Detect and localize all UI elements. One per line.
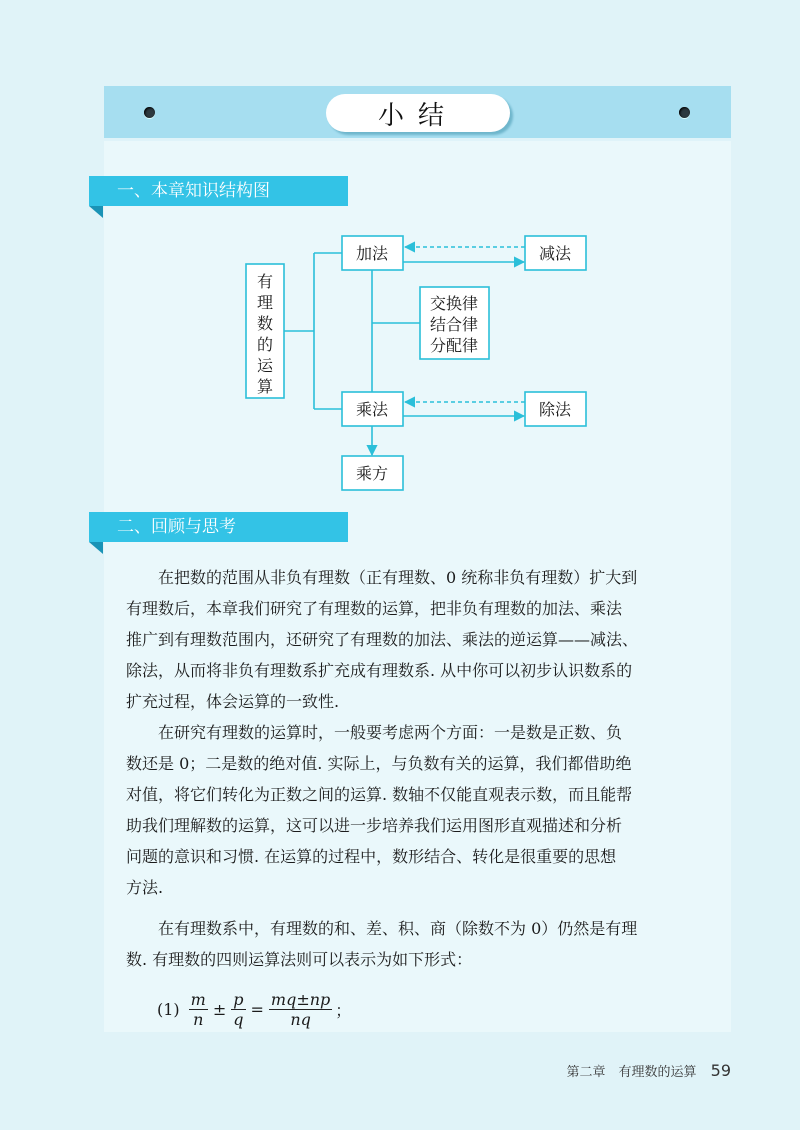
- formula-label: (1): [157, 999, 180, 1019]
- fraction: [269, 990, 332, 1029]
- formula-addition: [157, 986, 351, 1032]
- fraction: [189, 990, 208, 1029]
- label-law: 分配律: [429, 336, 479, 355]
- label-law: 结合律: [429, 315, 479, 334]
- page-number: 59: [710, 1061, 731, 1080]
- label-multiply: 乘法: [355, 400, 389, 419]
- text-line: 推广到有理数范围内，还研究了有理数的加法、乘法的逆运算——减法、: [126, 630, 639, 649]
- root-char: 有: [256, 272, 274, 291]
- text-line: 助我们理解数的运算，这可以进一步培养我们运用图形直观描述和分析: [126, 816, 623, 835]
- formula-end: ；: [335, 1000, 352, 1020]
- label-law: 交换律: [429, 294, 479, 313]
- operator: ±: [212, 999, 227, 1019]
- connector-root: [284, 253, 342, 409]
- page-footer: [0, 1061, 731, 1080]
- text-line: 扩充过程，体会运算的一致性.: [126, 692, 340, 711]
- fraction: [231, 990, 245, 1029]
- label-add: 加法: [355, 244, 389, 263]
- section-heading-review: [89, 512, 348, 542]
- root-char: 的: [256, 335, 274, 354]
- text-line: 除法，从而将非负有理数系扩充成有理数系. 从中你可以初步认识数系的: [126, 661, 633, 680]
- root-char: 理: [256, 293, 274, 312]
- paragraph-1: [126, 562, 714, 717]
- text-line: 对值，将它们转化为正数之间的运算. 数轴不仅能直观表示数，而且能帮: [126, 785, 633, 804]
- numerator: m: [190, 989, 206, 1009]
- text-line: 数还是 0；二是数的绝对值. 实际上，与负数有关的运算，我们都借助绝: [126, 754, 632, 773]
- label-power: 乘方: [355, 464, 389, 483]
- root-char: 数: [256, 314, 274, 333]
- text-line: 问题的意识和习惯. 在运算的过程中，数形结合、转化是很重要的思想: [126, 847, 617, 866]
- text-line: 在研究有理数的运算时，一般要考虑两个方面：一是数是正数、负: [158, 723, 623, 742]
- text-line: 在有理数系中，有理数的和、差、积、商（除数不为 0）仍然是有理: [158, 919, 638, 938]
- label-subtract: 减法: [538, 244, 572, 263]
- section-heading-text: 一、本章知识结构图: [117, 181, 270, 201]
- section-heading-text: 二、回顾与思考: [117, 517, 236, 537]
- paragraph-3: [126, 913, 714, 975]
- page-title: 小结: [326, 94, 510, 132]
- knowledge-structure-diagram: [0, 0, 800, 520]
- equals-sign: =: [250, 999, 264, 1019]
- text-line: 数. 有理数的四则运算法则可以表示为如下形式：: [126, 950, 473, 969]
- root-char: 运: [256, 356, 274, 375]
- numerator: mq±np: [270, 989, 331, 1009]
- numerator: p: [233, 989, 244, 1009]
- chapter-title: 第二章 有理数的运算: [566, 1065, 697, 1080]
- paragraph-2: [126, 717, 714, 903]
- denominator: q: [233, 1009, 244, 1029]
- text-line: 在把数的范围从非负有理数（正有理数、0 统称非负有理数）扩大到: [158, 568, 638, 587]
- ribbon-tail: [89, 542, 103, 554]
- denominator: n: [193, 1009, 204, 1029]
- denominator: nq: [290, 1009, 311, 1029]
- text-line: 有理数后，本章我们研究了有理数的运算，把非负有理数的加法、乘法: [126, 599, 623, 618]
- text-line: 方法.: [126, 878, 164, 897]
- root-char: 算: [256, 377, 274, 396]
- label-divide: 除法: [538, 400, 572, 419]
